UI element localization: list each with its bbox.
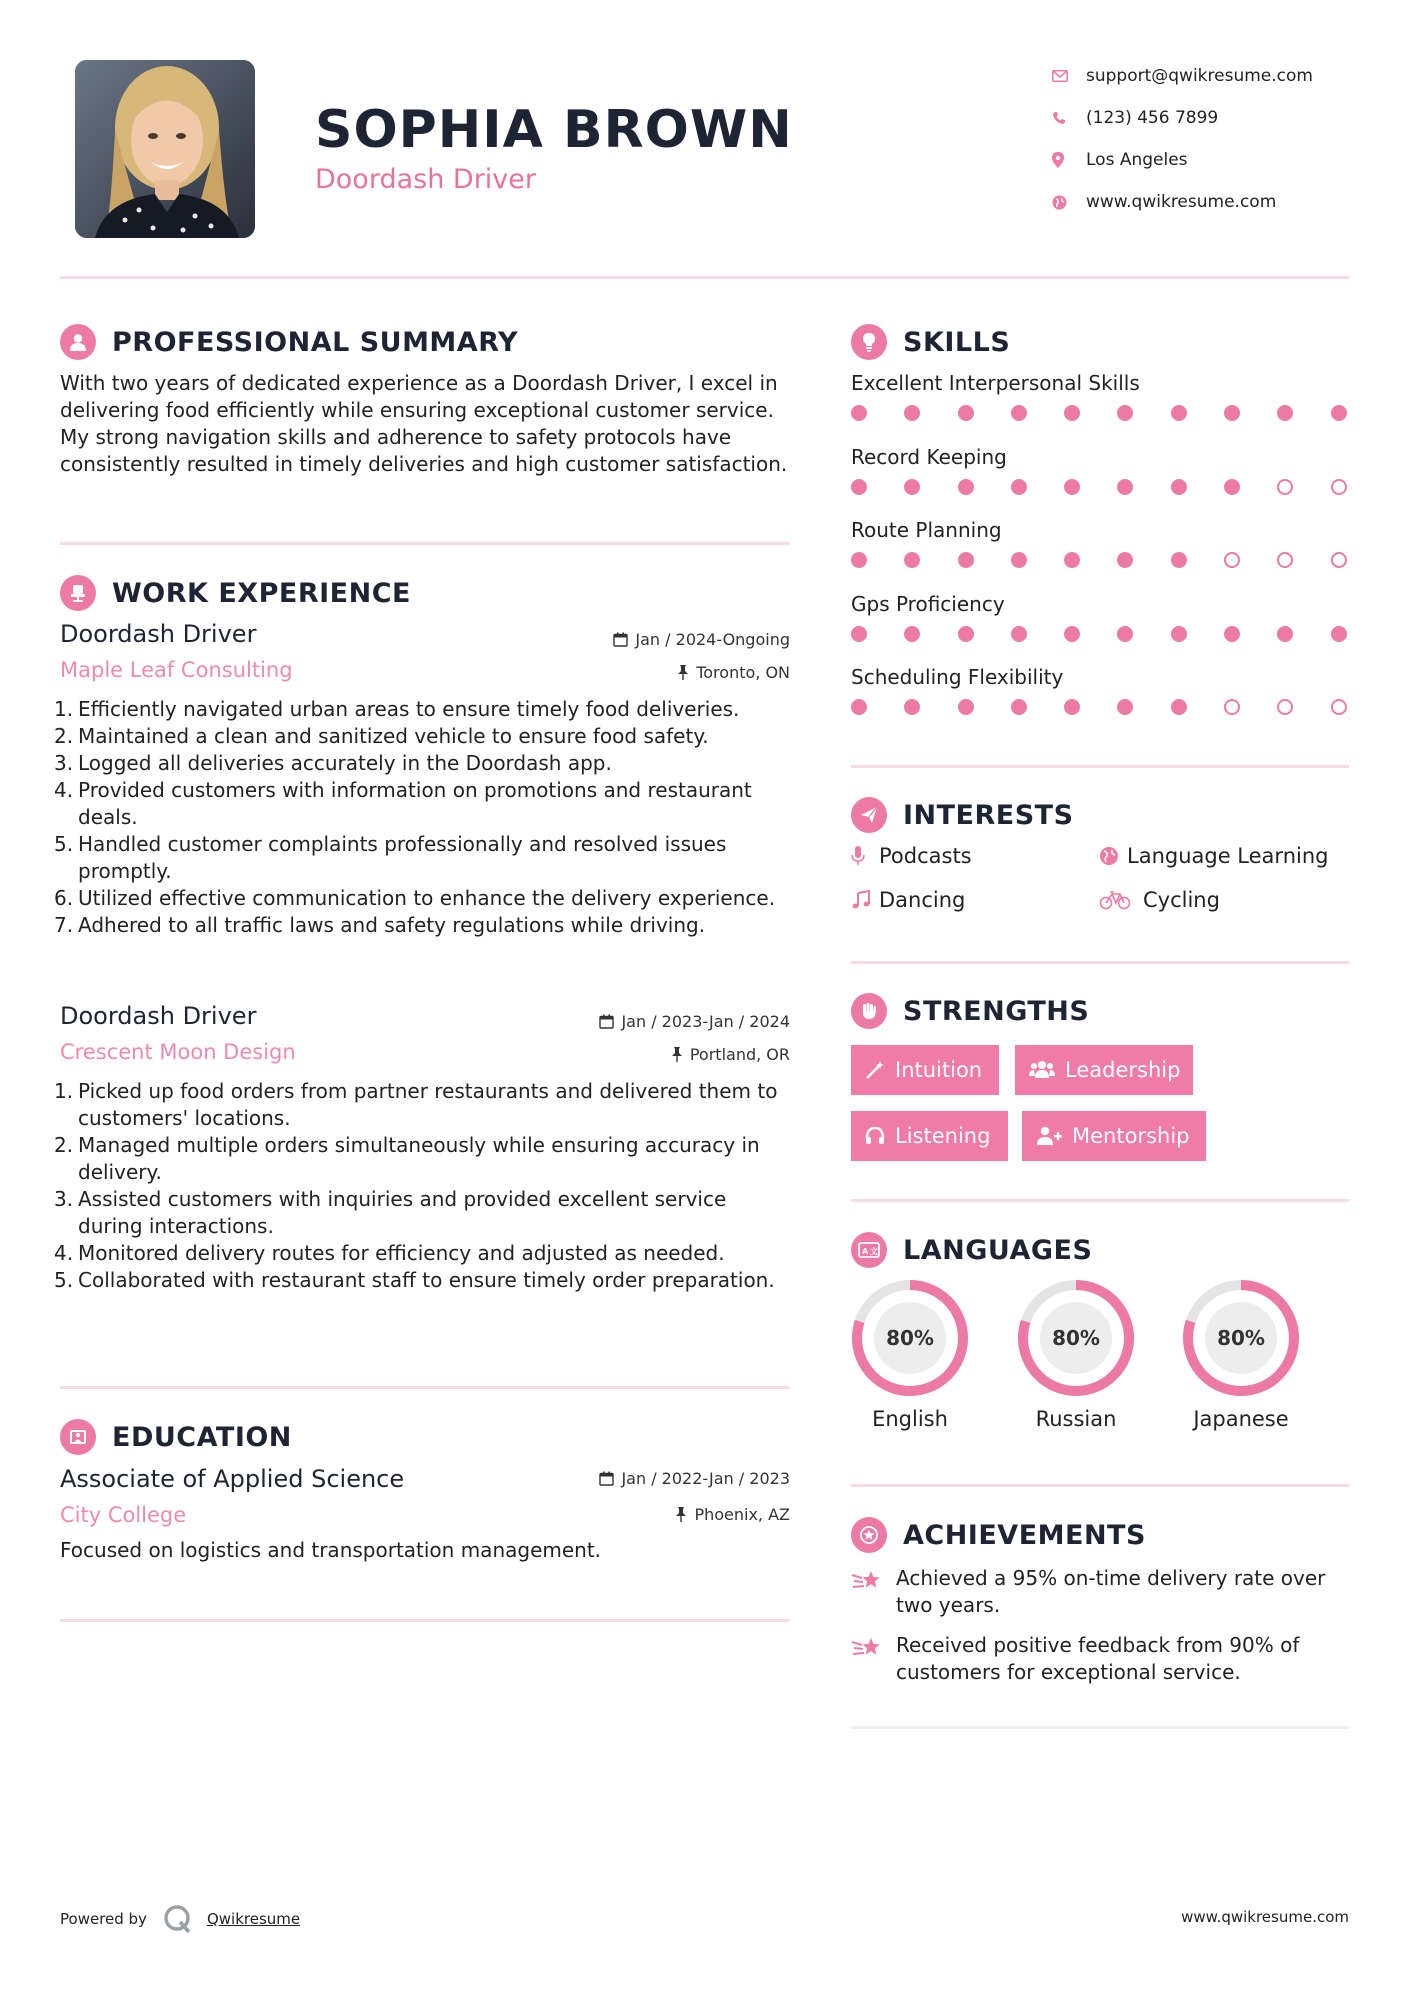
list-item: 6. Utilized effective communication to enhance the delivery experience. bbox=[54, 886, 776, 910]
rating-dot-filled bbox=[904, 479, 920, 495]
contact-location bbox=[1052, 139, 1392, 181]
rating-dot-filled bbox=[904, 699, 920, 715]
rating-dot-filled bbox=[1277, 626, 1293, 642]
education-location bbox=[675, 1505, 790, 1524]
fist-icon bbox=[851, 993, 887, 1029]
star-badge-icon bbox=[851, 1517, 887, 1553]
language-percent: 80% bbox=[1052, 1326, 1100, 1350]
summary-text: With two years of dedicated experience as a Doordash Driver, I excel in delivering food efficiently while ensuring exceptional customer service. My strong navigation skills and adherence to safety protocols have consistently resulted in timely deliveries and high customer satisfaction. bbox=[60, 371, 788, 476]
strength-label: Listening bbox=[895, 1124, 991, 1148]
strengths-divider bbox=[851, 1199, 1349, 1202]
strength-label: Mentorship bbox=[1072, 1124, 1190, 1148]
powered-by-text: Powered by bbox=[60, 1910, 147, 1928]
svg-text:文: 文 bbox=[870, 1247, 878, 1256]
rating-dot-filled bbox=[904, 405, 920, 421]
globe-icon bbox=[1052, 195, 1086, 210]
skill-item bbox=[851, 592, 1351, 642]
interest-label: Dancing bbox=[879, 888, 966, 912]
calendar-icon bbox=[599, 1471, 614, 1486]
education-date bbox=[599, 1469, 790, 1488]
paper-plane-icon bbox=[851, 797, 887, 833]
language-percent: 80% bbox=[886, 1326, 934, 1350]
candidate-name: SOPHIA BROWN bbox=[315, 100, 793, 160]
rating-dot-filled bbox=[958, 699, 974, 715]
strength-tag bbox=[1015, 1045, 1193, 1095]
skill-name: Scheduling Flexibility bbox=[851, 665, 1064, 689]
contact-location-text: Los Angeles bbox=[1086, 150, 1188, 170]
language-item bbox=[1180, 1277, 1302, 1431]
strength-label: Intuition bbox=[895, 1058, 983, 1082]
map-pin-icon bbox=[1052, 152, 1086, 168]
rating-dot-filled bbox=[1064, 699, 1080, 715]
language-item bbox=[849, 1277, 971, 1431]
footer-powered-by bbox=[60, 1904, 300, 1934]
list-item: 1. Picked up food orders from partner restaurants and delivered them to customers' locations. bbox=[54, 1079, 778, 1130]
rating-dot-filled bbox=[1117, 552, 1133, 568]
list-item: 5. Collaborated with restaurant staff to ensure timely order preparation. bbox=[54, 1268, 775, 1292]
school-name: City College bbox=[60, 1503, 187, 1527]
skills-divider bbox=[851, 765, 1349, 768]
skills-title: SKILLS bbox=[903, 326, 1011, 358]
skill-rating bbox=[851, 405, 1351, 421]
rating-dot-filled bbox=[1117, 405, 1133, 421]
interest-item bbox=[1099, 844, 1328, 868]
skill-rating bbox=[851, 699, 1351, 715]
skill-name: Route Planning bbox=[851, 518, 1002, 542]
job-company: Maple Leaf Consulting bbox=[60, 658, 293, 682]
achievements-title: ACHIEVEMENTS bbox=[903, 1519, 1146, 1551]
achievement-text: Achieved a 95% on-time delivery rate over two years. bbox=[896, 1566, 1326, 1617]
rating-dot-empty bbox=[1331, 552, 1347, 568]
work-divider bbox=[60, 1386, 790, 1389]
summary-title: PROFESSIONAL SUMMARY bbox=[112, 326, 519, 358]
strength-tag bbox=[1022, 1111, 1206, 1161]
header-divider bbox=[60, 276, 1349, 279]
skill-item bbox=[851, 445, 1351, 495]
rating-dot-filled bbox=[1064, 626, 1080, 642]
footer-website[interactable]: www.qwikresume.com bbox=[1181, 1908, 1349, 1926]
summary-heading bbox=[60, 324, 518, 360]
rating-dot-filled bbox=[1117, 626, 1133, 642]
interests-heading bbox=[851, 797, 1074, 833]
list-item: 2. Maintained a clean and sanitized vehicle to ensure food safety. bbox=[54, 724, 709, 748]
profile-photo bbox=[75, 60, 255, 238]
rating-dot-filled bbox=[851, 405, 867, 421]
shooting-star-icon bbox=[851, 1632, 896, 1686]
interest-item bbox=[851, 888, 965, 912]
skill-rating bbox=[851, 479, 1351, 495]
rating-dot-filled bbox=[1064, 405, 1080, 421]
music-note-icon bbox=[851, 890, 879, 910]
job-date bbox=[599, 1012, 790, 1031]
bicycle-icon bbox=[1099, 890, 1143, 910]
job-entry bbox=[54, 1002, 790, 1294]
contact-phone[interactable] bbox=[1052, 97, 1392, 139]
languages-title: LANGUAGES bbox=[903, 1234, 1093, 1266]
skill-rating bbox=[851, 552, 1351, 568]
pushpin-icon bbox=[671, 1047, 683, 1062]
job-location-text: Portland, OR bbox=[689, 1045, 790, 1064]
rating-dot-filled bbox=[1011, 552, 1027, 568]
interest-item bbox=[1099, 888, 1220, 912]
rating-dot-filled bbox=[904, 626, 920, 642]
education-location-text: Phoenix, AZ bbox=[694, 1505, 790, 1524]
rating-dot-filled bbox=[904, 552, 920, 568]
strength-tag bbox=[851, 1045, 999, 1095]
interest-item bbox=[851, 844, 972, 868]
contact-website[interactable] bbox=[1052, 181, 1392, 223]
list-item: 7. Adhered to all traffic laws and safety regulations while driving. bbox=[54, 913, 706, 937]
rating-dot-filled bbox=[1224, 479, 1240, 495]
rating-dot-empty bbox=[1224, 552, 1240, 568]
rating-dot-filled bbox=[1064, 552, 1080, 568]
pushpin-icon bbox=[677, 665, 689, 680]
users-icon bbox=[1029, 1060, 1055, 1080]
rating-dot-empty bbox=[1224, 699, 1240, 715]
interest-label: Language Learning bbox=[1127, 844, 1329, 868]
rating-dot-filled bbox=[1171, 552, 1187, 568]
job-date-text: Jan / 2023-Jan / 2024 bbox=[621, 1012, 790, 1031]
pushpin-icon bbox=[675, 1507, 687, 1522]
list-item: 4. Provided customers with information on promotions and restaurant deals. bbox=[54, 778, 752, 829]
achievements-heading bbox=[851, 1517, 1146, 1553]
job-duties bbox=[54, 696, 790, 939]
list-item: 1. Efficiently navigated urban areas to ensure timely food deliveries. bbox=[54, 697, 740, 721]
job-company: Crescent Moon Design bbox=[60, 1040, 296, 1064]
strengths-heading bbox=[851, 993, 1089, 1029]
job-location bbox=[671, 1045, 790, 1064]
magic-wand-icon bbox=[865, 1060, 885, 1080]
language-name: English bbox=[872, 1407, 948, 1431]
language-name: Russian bbox=[1035, 1407, 1117, 1431]
job-title: Doordash Driver bbox=[60, 620, 257, 648]
work-heading bbox=[60, 575, 411, 611]
contact-website-text: www.qwikresume.com bbox=[1086, 192, 1277, 212]
education-title: EDUCATION bbox=[112, 1421, 292, 1453]
work-title: WORK EXPERIENCE bbox=[112, 577, 411, 609]
rating-dot-filled bbox=[1331, 626, 1347, 642]
skill-name: Excellent Interpersonal Skills bbox=[851, 371, 1140, 395]
contact-phone-text: (123) 456 7899 bbox=[1086, 108, 1219, 128]
interests-title: INTERESTS bbox=[903, 799, 1074, 831]
candidate-role: Doordash Driver bbox=[315, 164, 536, 195]
rating-dot-filled bbox=[1011, 626, 1027, 642]
language-item bbox=[1015, 1277, 1137, 1431]
list-item: 2. Managed multiple orders simultaneously while ensuring accuracy in delivery. bbox=[54, 1133, 760, 1184]
graduation-icon bbox=[60, 1419, 96, 1455]
education-entry bbox=[60, 1465, 790, 1564]
rating-dot-empty bbox=[1331, 699, 1347, 715]
education-text: Focused on logistics and transportation management. bbox=[60, 1538, 602, 1562]
job-date bbox=[613, 630, 790, 649]
rating-dot-empty bbox=[1331, 479, 1347, 495]
summary-divider bbox=[60, 542, 790, 545]
user-plus-icon bbox=[1036, 1126, 1062, 1146]
envelope-icon bbox=[1052, 70, 1086, 82]
language-percent: 80% bbox=[1217, 1326, 1265, 1350]
list-item: 5. Handled customer complaints professionally and resolved issues promptly. bbox=[54, 832, 727, 883]
skill-name: Record Keeping bbox=[851, 445, 1007, 469]
phone-icon bbox=[1052, 111, 1086, 125]
rating-dot-filled bbox=[1224, 405, 1240, 421]
rating-dot-filled bbox=[1277, 405, 1293, 421]
list-item: 3. Logged all deliveries accurately in the Doordash app. bbox=[54, 751, 612, 775]
list-item: 3. Assisted customers with inquiries and provided excellent service during interactions. bbox=[54, 1187, 727, 1238]
achievements-divider bbox=[851, 1726, 1349, 1729]
contact-email[interactable] bbox=[1052, 55, 1392, 97]
job-entry bbox=[54, 620, 790, 939]
skill-item bbox=[851, 518, 1351, 568]
lightbulb-icon bbox=[851, 324, 887, 360]
achievement-item bbox=[851, 1632, 1351, 1686]
languages-divider bbox=[851, 1484, 1349, 1487]
achievement-item bbox=[851, 1565, 1351, 1619]
skill-item bbox=[851, 371, 1351, 421]
rating-dot-filled bbox=[1171, 699, 1187, 715]
rating-dot-filled bbox=[1171, 405, 1187, 421]
job-location-text: Toronto, ON bbox=[696, 663, 790, 682]
rating-dot-filled bbox=[958, 552, 974, 568]
rating-dot-filled bbox=[1011, 699, 1027, 715]
skill-rating bbox=[851, 626, 1351, 642]
rating-dot-filled bbox=[1011, 479, 1027, 495]
rating-dot-filled bbox=[958, 626, 974, 642]
rating-dot-filled bbox=[1171, 626, 1187, 642]
microphone-icon bbox=[851, 846, 879, 866]
list-item: 4. Monitored delivery routes for efficiency and adjusted as needed. bbox=[54, 1241, 725, 1265]
rating-dot-filled bbox=[958, 479, 974, 495]
rating-dot-filled bbox=[851, 626, 867, 642]
skill-name: Gps Proficiency bbox=[851, 592, 1005, 616]
user-icon bbox=[60, 324, 96, 360]
job-duties bbox=[54, 1078, 790, 1294]
rating-dot-empty bbox=[1277, 699, 1293, 715]
language-icon bbox=[851, 1232, 887, 1268]
calendar-icon bbox=[613, 632, 628, 647]
rating-dot-filled bbox=[1117, 699, 1133, 715]
rating-dot-filled bbox=[958, 405, 974, 421]
strength-tag bbox=[851, 1111, 1008, 1161]
footer-brand-link[interactable]: Qwikresume bbox=[206, 1910, 301, 1928]
headphones-icon bbox=[865, 1126, 885, 1146]
strength-label: Leadership bbox=[1065, 1058, 1181, 1082]
job-title: Doordash Driver bbox=[60, 1002, 257, 1030]
rating-dot-filled bbox=[851, 552, 867, 568]
rating-dot-filled bbox=[1117, 479, 1133, 495]
interest-label: Podcasts bbox=[879, 844, 972, 868]
contact-list bbox=[1052, 55, 1392, 223]
job-location bbox=[677, 663, 790, 682]
svg-text:A: A bbox=[862, 1247, 869, 1256]
rating-dot-filled bbox=[1011, 405, 1027, 421]
contact-email-text: support@qwikresume.com bbox=[1086, 66, 1313, 86]
achievement-text: Received positive feedback from 90% of customers for exceptional service. bbox=[896, 1633, 1300, 1684]
rating-dot-filled bbox=[1171, 479, 1187, 495]
rating-dot-empty bbox=[1277, 552, 1293, 568]
calendar-icon bbox=[599, 1014, 614, 1029]
interests-divider bbox=[851, 961, 1349, 964]
rating-dot-filled bbox=[1331, 405, 1347, 421]
rating-dot-filled bbox=[851, 699, 867, 715]
interest-label: Cycling bbox=[1143, 888, 1220, 912]
rating-dot-empty bbox=[1277, 479, 1293, 495]
strengths-title: STRENGTHS bbox=[903, 995, 1090, 1027]
qwikresume-logo-icon bbox=[163, 1904, 193, 1934]
rating-dot-filled bbox=[1064, 479, 1080, 495]
language-name: Japanese bbox=[1193, 1407, 1289, 1431]
rating-dot-filled bbox=[851, 479, 867, 495]
job-date-text: Jan / 2024-Ongoing bbox=[635, 630, 790, 649]
education-heading bbox=[60, 1419, 292, 1455]
languages-heading bbox=[851, 1232, 1092, 1268]
shooting-star-icon bbox=[851, 1565, 896, 1619]
globe-icon bbox=[1099, 846, 1127, 866]
briefcase-chair-icon bbox=[60, 575, 96, 611]
rating-dot-filled bbox=[1224, 626, 1240, 642]
education-date-text: Jan / 2022-Jan / 2023 bbox=[621, 1469, 790, 1488]
skills-heading bbox=[851, 324, 1010, 360]
skill-item bbox=[851, 665, 1351, 715]
degree-title: Associate of Applied Science bbox=[60, 1465, 405, 1493]
education-divider bbox=[60, 1619, 790, 1622]
